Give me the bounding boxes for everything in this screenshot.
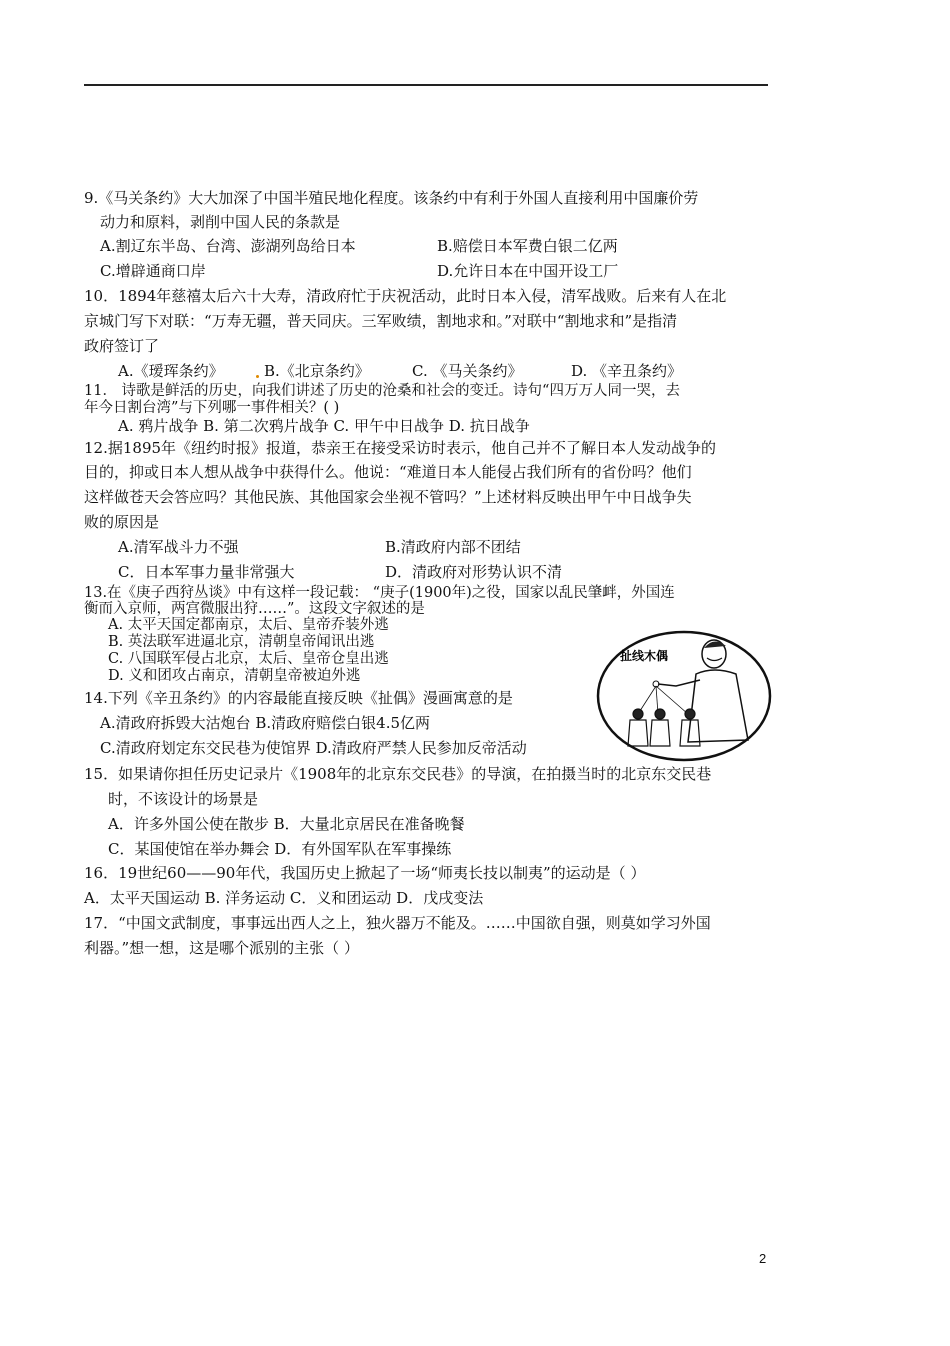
- puppet-cartoon-image: [596, 630, 772, 762]
- q10-stem-3: 政府签订了: [84, 337, 160, 355]
- q12-stem-3: 这样做苍天会答应吗？其他民族、其他国家会坐视不管吗？”上述材料反映出甲午中日战争失: [84, 488, 692, 506]
- q10-option-c: C. 《马关条约》: [412, 362, 523, 380]
- stray-mark: [256, 375, 259, 378]
- q9-option-a: A.割辽东半岛、台湾、澎湖列岛给日本: [100, 237, 356, 255]
- q12-option-c: C．日本军事力量非常强大: [118, 563, 295, 581]
- cartoon-caption: 扯线木偶: [620, 649, 669, 663]
- q10-stem-1: 10．1894年慈禧太后六十大寿，清政府忙于庆祝活动，此时日本入侵，清军战败。后来有人在北: [84, 287, 727, 305]
- q14-options-ab: A.清政府拆毁大沽炮台 B.清政府赔偿白银4.5亿两: [100, 714, 431, 732]
- q12-stem-1: 12.据1895年《纽约时报》报道，恭亲王在接受采访时表示，他自己并不了解日本人发动战争的: [84, 439, 717, 457]
- q12-option-d: D．清政府对形势认识不清: [385, 563, 563, 581]
- q14-options-cd: C.清政府划定东交民巷为使馆界 D.清政府严禁人民参加反帝活动: [100, 739, 527, 757]
- q9-stem-1: 9.《马关条约》大大加深了中国半殖民地化程度。该条约中有利于外国人直接利用中国廉价劳: [84, 189, 699, 207]
- q17-stem-1: 17．“中国文武制度，事事远出西人之上，独火器万不能及。……中国欲自强，则莫如学习外国: [84, 914, 711, 932]
- q12-option-a: A.清军战斗力不强: [118, 538, 239, 556]
- q15-options-ab: A．许多外国公使在散步 B．大量北京居民在准备晚餐: [108, 815, 465, 833]
- q9-option-b: B.赔偿日本军费白银二亿两: [437, 237, 618, 255]
- q17-stem-2: 利器。”想一想，这是哪个派别的主张（ ）: [84, 939, 359, 957]
- q12-stem-2: 目的，抑或日本人想从战争中获得什么。他说：“难道日本人能侵占我们所有的省份吗？他们: [84, 463, 692, 481]
- q11-stem-1: 11． 诗歌是鲜活的历史，向我们讲述了历史的沧桑和社会的变迁。诗句“四万万人同一哭，去: [84, 383, 680, 399]
- q15-stem-1: 15．如果请你担任历史记录片《1908年的北京东交民巷》的导演，在拍摄当时的北京东交民巷: [84, 765, 712, 783]
- q13-stem-2: 衡而入京师，两宫微服出狩……”。这段文字叙述的是: [84, 601, 425, 617]
- q13-option-d: D. 义和团攻占南京，清朝皇帝被迫外逃: [108, 668, 361, 684]
- q16-stem-1: 16．19世纪60——90年代，我国历史上掀起了一场“师夷长技以制夷”的运动是（ ）: [84, 864, 646, 882]
- q9-option-c: C.增辟通商口岸: [100, 262, 206, 280]
- header-rule: [84, 84, 768, 86]
- q10-option-b: B.《北京条约》: [264, 362, 370, 380]
- q12-stem-4: 败的原因是: [84, 513, 160, 531]
- q14-stem-1: 14.下列《辛丑条约》的内容最能直接反映《扯偶》漫画寓意的是: [84, 689, 513, 707]
- q15-stem-2: 时，不该设计的场景是: [108, 790, 259, 808]
- page-number: 2: [759, 1251, 767, 1266]
- q11-stem-2: 年今日割台湾”与下列哪一事件相关？( ): [84, 400, 340, 416]
- q10-option-a: A.《瑷珲条约》: [118, 362, 224, 380]
- q13-option-a: A. 太平天国定都南京，太后、皇帝乔装外逃: [108, 617, 389, 633]
- q9-option-d: D.允许日本在中国开设工厂: [437, 262, 619, 280]
- q13-option-c: C. 八国联军侵占北京，太后、皇帝仓皇出逃: [108, 651, 389, 667]
- q9-stem-2: 动力和原料，剥削中国人民的条款是: [100, 213, 341, 231]
- q12-option-b: B.清政府内部不团结: [385, 538, 521, 556]
- q13-stem-1: 13.在《庚子西狩丛谈》中有这样一段记载： “庚子(1900年)之役，国家以乱民肇衅，外国连: [84, 585, 675, 601]
- q10-stem-2: 京城门写下对联：“万寿无疆，普天同庆。三军败绩，割地求和。”对联中“割地求和”是指清: [84, 312, 678, 330]
- q16-options: A．太平天国运动 B. 洋务运动 C．义和团运动 D．戊戌变法: [84, 889, 484, 907]
- q11-options: A. 鸦片战争 B. 第二次鸦片战争 C. 甲午中日战争 D. 抗日战争: [118, 417, 530, 435]
- q10-option-d: D. 《辛丑条约》: [571, 362, 683, 380]
- q15-options-cd: C．某国使馆在举办舞会 D．有外国军队在军事操练: [108, 840, 452, 858]
- q13-option-b: B. 英法联军进逼北京，清朝皇帝闻讯出逃: [108, 634, 375, 650]
